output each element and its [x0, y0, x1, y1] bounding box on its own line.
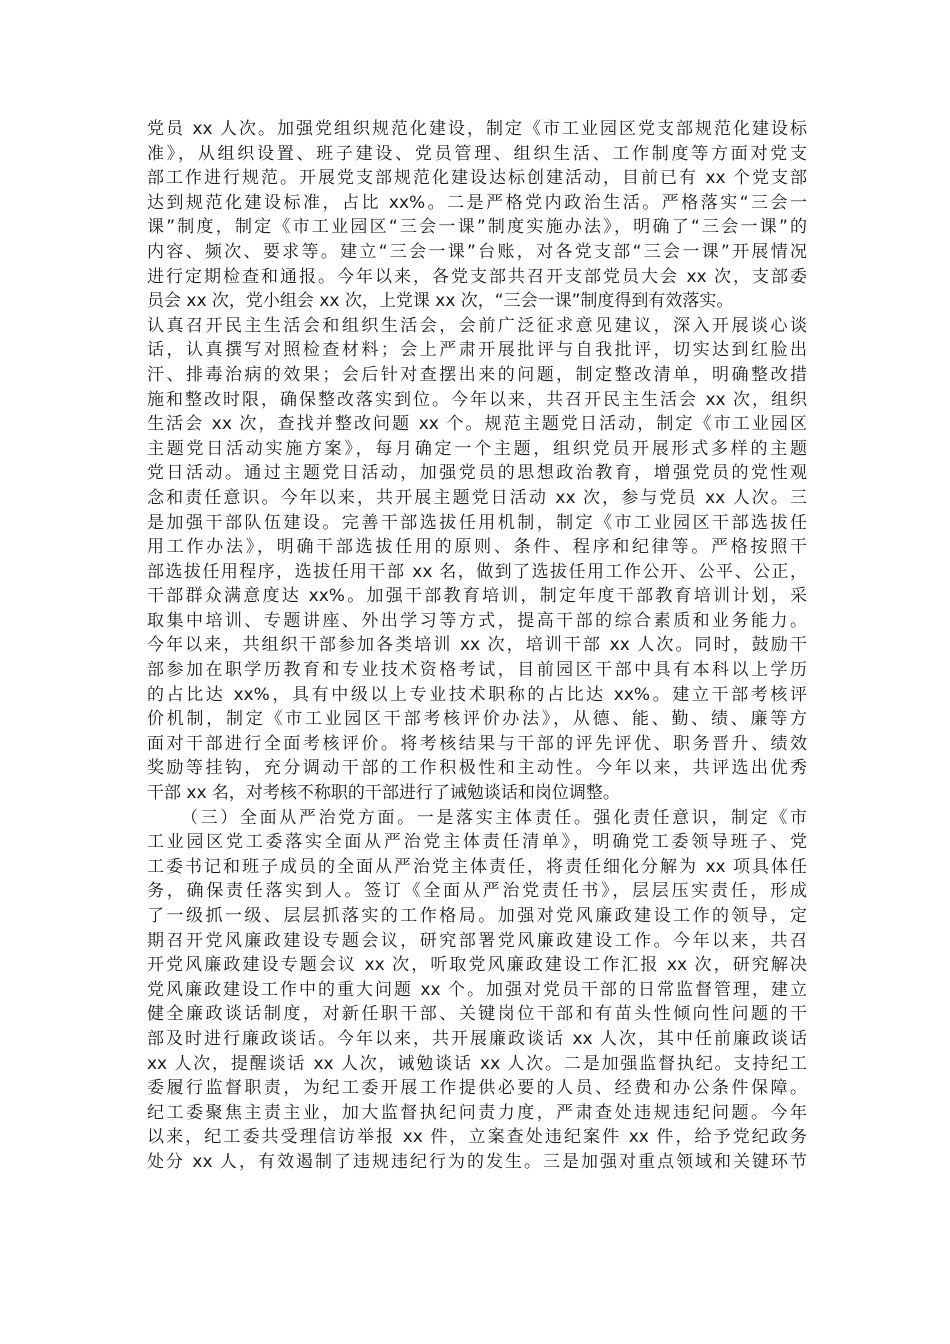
- text-line: 干部 xx 名，对考核不称职的干部进行了诫勉谈话和岗位调整。: [147, 783, 620, 804]
- text-line: 课”制度，制定《市工业园区“三会一课”制度实施办法》，明确了“三会一课”的: [147, 217, 807, 238]
- text-line: 念和责任意识。今年以来，共开展主题党日活动 xx 次，参与党员 xx 人次。三: [147, 487, 807, 508]
- text-line: 话，认真撰写对照检查材料；会上严肃开展批评与自我批评，切实达到红脸出: [147, 340, 807, 361]
- text-line: 施和整改时限，确保整改落实到位。今年以来，共召开民主生活会 xx 次，组织: [147, 389, 807, 410]
- text-line: 准》，从组织设置、班子建设、党员管理、组织生活、工作制度等方面对党支: [147, 143, 807, 164]
- text-line: 进行定期检查和通报。今年以来，各党支部共召开支部党员大会 xx 次，支部委: [147, 266, 807, 287]
- text-line: 纪工委聚焦主责主业，加大监督执纪问责力度，严肃查处违规违纪问题。今年: [147, 1102, 807, 1123]
- text-line: 期召开党风廉政建设专题会议，研究部署党风廉政建设工作。今年以来，共召: [147, 930, 807, 951]
- text-line: 健全廉政谈话制度，对新任职干部、关键岗位干部和有苗头性倾向性问题的干: [147, 1004, 807, 1025]
- text-line: 面对干部进行全面考核评价。将考核结果与干部的评先评优、职务晋升、绩效: [147, 733, 807, 754]
- text-line: 部参加在职学历教育和专业技术资格考试，目前园区干部中具有本科以上学历: [147, 660, 807, 681]
- text-line: 工业园区党工委落实全面从严治党主体责任清单》，明确党工委领导班子、党: [147, 832, 807, 853]
- text-line: 处分 xx 人，有效遏制了违规违纪行为的发生。三是加强对重点领域和关键环节: [147, 1151, 807, 1172]
- text-line: 生活会 xx 次，查找并整改问题 xx 个。规范主题党日活动，制定《市工业园区: [147, 414, 807, 435]
- text-line: 奖励等挂钩，充分调动干部的工作积极性和主动性。今年以来，共评选出优秀: [147, 758, 807, 779]
- section-heading-line: （三）全面从严治党方面。一是落实主体责任。强化责任意识，制定《市: [181, 807, 807, 828]
- text-line: 的占比达 xx%，具有中级以上专业技术职称的占比达 xx%。建立干部考核评: [147, 684, 807, 705]
- text-line: 党风廉政建设工作中的重大问题 xx 个。加强对党员干部的日常监督管理，建立: [147, 979, 807, 1000]
- text-line: 取集中培训、专题讲座、外出学习等方式，提高干部的综合素质和业务能力。: [147, 610, 807, 631]
- text-line: 干部群众满意度达 xx%。加强干部教育培训，制定年度干部教育培训计划，采: [147, 586, 807, 607]
- body-text: [147, 117, 807, 1175]
- text-line: 务，确保责任落实到人。签订《全面从严治党责任书》，层层压实责任，形成: [147, 881, 807, 902]
- text-line: 部选拔任用程序，选拔任用干部 xx 名，做到了选拔任用工作公开、公平、公正，: [147, 561, 807, 582]
- text-line: 党日活动。通过主题党日活动，加强党员的思想政治教育，增强党员的党性观: [147, 463, 807, 484]
- text-line: 内容、频次、要求等。建立“三会一课”台账，对各党支部“三会一课”开展情况: [147, 241, 807, 262]
- text-line: 党员 xx 人次。加强党组织规范化建设，制定《市工业园区党支部规范化建设标: [147, 119, 807, 139]
- text-line: 主题党日活动实施方案》，每月确定一个主题，组织党员开展形式多样的主题: [147, 438, 807, 459]
- text-line: 了一级抓一级、层层抓落实的工作格局。加强对党风廉政建设工作的领导，定: [147, 906, 807, 926]
- text-line: xx 人次，提醒谈话 xx 人次，诫勉谈话 xx 人次。二是加强监督执纪。支持纪工: [147, 1053, 807, 1074]
- text-line: 用工作办法》，明确干部选拔任用的原则、条件、程序和纪律等。严格按照干: [147, 537, 807, 558]
- text-line: 员会 xx 次，党小组会 xx 次，上党课 xx 次，“三会一课”制度得到有效落实。: [147, 291, 734, 312]
- text-line: 委履行监督职责，为纪工委开展工作提供必要的人员、经费和办公条件保障。: [147, 1078, 807, 1099]
- text-line: 部工作进行规范。开展党支部规范化建设达标创建活动，目前已有 xx 个党支部: [147, 168, 807, 189]
- text-line: 今年以来，共组织干部参加各类培训 xx 次，培训干部 xx 人次。同时，鼓励干: [147, 635, 807, 656]
- text-line: 以来，纪工委共受理信访举报 xx 件，立案查处违纪案件 xx 件，给予党纪政务: [147, 1127, 807, 1148]
- text-line: 部及时进行廉政谈话。今年以来，共开展廉政谈话 xx 人次，其中任前廉政谈话: [147, 1028, 807, 1049]
- text-line: 是加强干部队伍建设。完善干部选拔任用机制，制定《市工业园区干部选拔任: [147, 512, 807, 533]
- text-line: 工委书记和班子成员的全面从严治党主体责任，将责任细化分解为 xx 项具体任: [147, 856, 807, 877]
- text-line: 开党风廉政建设专题会议 xx 次，听取党风廉政建设工作汇报 xx 次，研究解决: [147, 955, 807, 976]
- text-line: 达到规范化建设标准，占比 xx%。二是严格党内政治生活。严格落实“三会一: [147, 192, 807, 213]
- text-line: 认真召开民主生活会和组织生活会，会前广泛征求意见建议，深入开展谈心谈: [147, 315, 807, 336]
- text-line: 价机制，制定《市工业园区干部考核评价办法》，从德、能、勤、绩、廉等方: [147, 709, 807, 730]
- text-line: 汗、排毒治病的效果；会后针对查摆出来的问题，制定整改清单，明确整改措: [147, 364, 807, 385]
